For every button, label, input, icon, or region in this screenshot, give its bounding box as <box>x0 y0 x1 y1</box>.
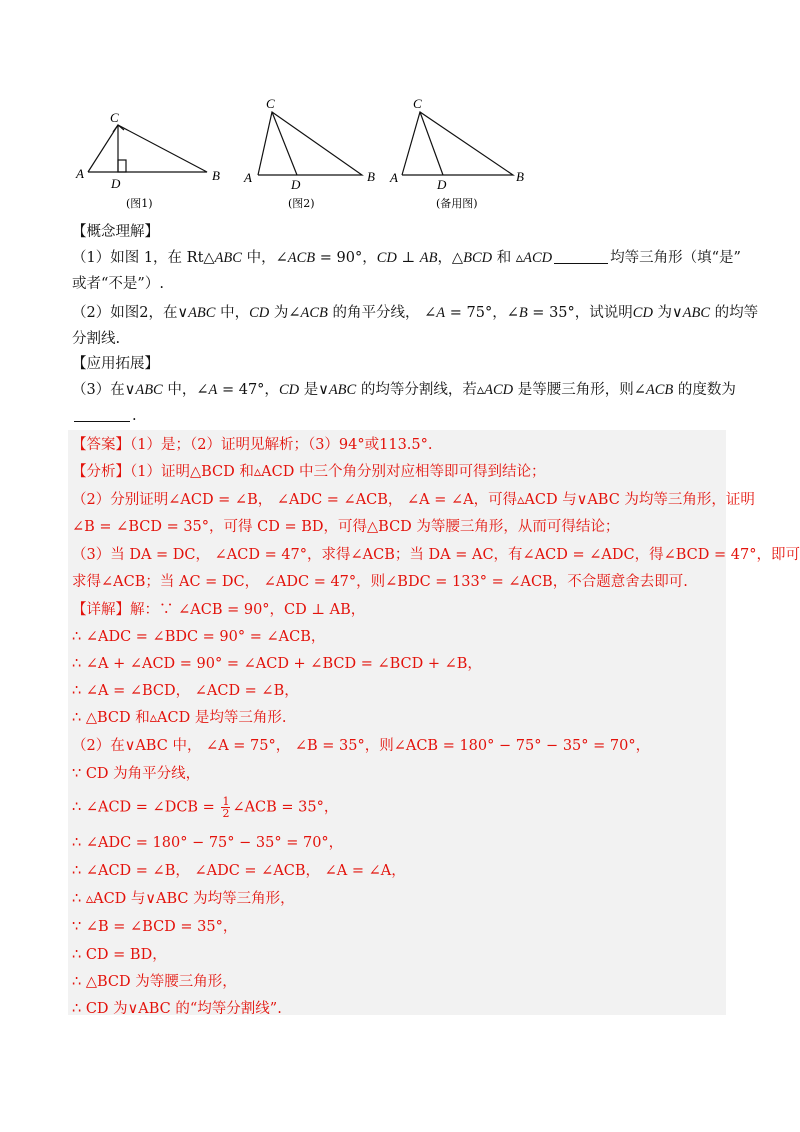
detail-line-1: 【详解】解：∵ ∠ACB = 90°，CD ⊥ AB， <box>72 602 366 618</box>
detail-line-10: ∴ ∠ACD = ∠B， ∠ADC = ∠ACB， ∠A = ∠A， <box>72 863 406 879</box>
answer-line: 【答案】（1）是；（2）证明见解析；（3）94°或113.5°. <box>72 437 433 453</box>
answer-blank-3 <box>74 407 130 422</box>
question-2-line-2: 分割线. <box>72 331 121 347</box>
fig1-caption: (图1) <box>126 197 153 210</box>
detail-line-12: ∵ ∠B = ∠BCD = 35°， <box>72 919 238 935</box>
question-2-line-1: （2）如图2，在∨ABC 中，CD 为∠ACB 的角平分线， ∠A = 75°，∠B = 35°，试说明CD 为∨ABC 的均等 <box>72 305 759 321</box>
analysis-line-5: 求得∠ACB；当 AC = DC， ∠ADC = 47°，则∠BDC = 133° = ∠ACB，不合题意舍去即可. <box>72 574 688 590</box>
question-3-line-2: . <box>72 406 732 426</box>
section-application: 【应用拓展】 <box>72 356 159 372</box>
fig1-point-C: C <box>110 110 119 125</box>
fig2-point-D: D <box>291 177 301 192</box>
question-1-line-2: 或者“不是”）. <box>72 276 164 292</box>
fig2-point-A: A <box>244 170 252 185</box>
detail-line-15: ∴ CD 为∨ABC 的“均等分割线”. <box>72 1001 282 1017</box>
fig3-point-C: C <box>413 96 422 111</box>
section-concept: 【概念理解】 <box>72 224 159 240</box>
detail-line-8: ∴ ∠ACD = ∠DCB = $\frac{1}{2}$ ∠ACB = 35°， <box>72 795 339 820</box>
fig1-point-A: A <box>76 166 84 181</box>
detail-line-11: ∴ ▵ACD 与∨ABC 为均等三角形， <box>72 891 295 907</box>
analysis-line-3: ∠B = ∠BCD = 35°，可得 CD = BD，可得△BCD 为等腰三角形，从而可得结论； <box>72 519 620 535</box>
detail-line-4: ∴ ∠A = ∠BCD， ∠ACD = ∠B， <box>72 683 299 699</box>
fig2-point-C: C <box>266 96 275 111</box>
fig1-point-B: B <box>212 168 220 183</box>
question-3-line-1: （3）在∨ABC 中，∠A = 47°，CD 是∨ABC 的均等分割线，若▵ACD 是等腰三角形，则∠ACB 的度数为 <box>72 382 736 398</box>
fig2-point-B: B <box>367 169 375 184</box>
figure-1 <box>88 125 207 172</box>
detail-line-9: ∴ ∠ADC = 180° − 75° − 35° = 70°， <box>72 835 344 851</box>
answer-blank-1 <box>554 249 608 264</box>
analysis-line-2: （2）分别证明∠ACD = ∠B， ∠ADC = ∠ACB， ∠A = ∠A，可得▵ACD 与∨ABC 为均等三角形，证明 <box>72 492 755 508</box>
fig3-caption: (备用图) <box>436 197 478 210</box>
detail-line-6: （2）在∨ABC 中， ∠A = 75°， ∠B = 35°，则∠ACB = 180° − 75° − 35° = 70°， <box>72 738 651 754</box>
question-1-line-1: （1）如图 1，在 Rt△ABC 中，∠ACB = 90°，CD ⊥ AB，△BCD 和 ▵ACD 均等三角形（填“是” <box>72 250 741 266</box>
figure-2 <box>258 112 362 175</box>
fig3-point-D: D <box>437 177 447 192</box>
figure-3 <box>402 112 513 175</box>
analysis-line-4: （3）当 DA = DC， ∠ACD = 47°，求得∠ACB；当 DA = AC，有∠ACD = ∠ADC，得∠BCD = 47°，即可 <box>72 547 800 563</box>
detail-line-3: ∴ ∠A + ∠ACD = 90° = ∠ACD + ∠BCD = ∠BCD + ∠B， <box>72 656 482 672</box>
fig1-point-D: D <box>111 176 121 191</box>
detail-line-2: ∴ ∠ADC = ∠BDC = 90° = ∠ACB， <box>72 629 326 645</box>
fig3-point-B: B <box>516 169 524 184</box>
detail-line-13: ∴ CD = BD， <box>72 947 167 963</box>
figures-area <box>0 0 800 230</box>
fig3-point-A: A <box>390 170 398 185</box>
detail-line-7: ∵ CD 为角平分线， <box>72 766 201 782</box>
analysis-line-1: 【分析】（1）证明△BCD 和▵ACD 中三个角分别对应相等即可得到结论； <box>72 464 546 480</box>
detail-line-14: ∴ △BCD 为等腰三角形， <box>72 974 237 990</box>
fraction-one-half: $\frac{1}{2}$ <box>222 795 230 820</box>
fig2-caption: (图2) <box>288 197 315 210</box>
detail-line-5: ∴ △BCD 和▵ACD 是均等三角形. <box>72 710 287 726</box>
